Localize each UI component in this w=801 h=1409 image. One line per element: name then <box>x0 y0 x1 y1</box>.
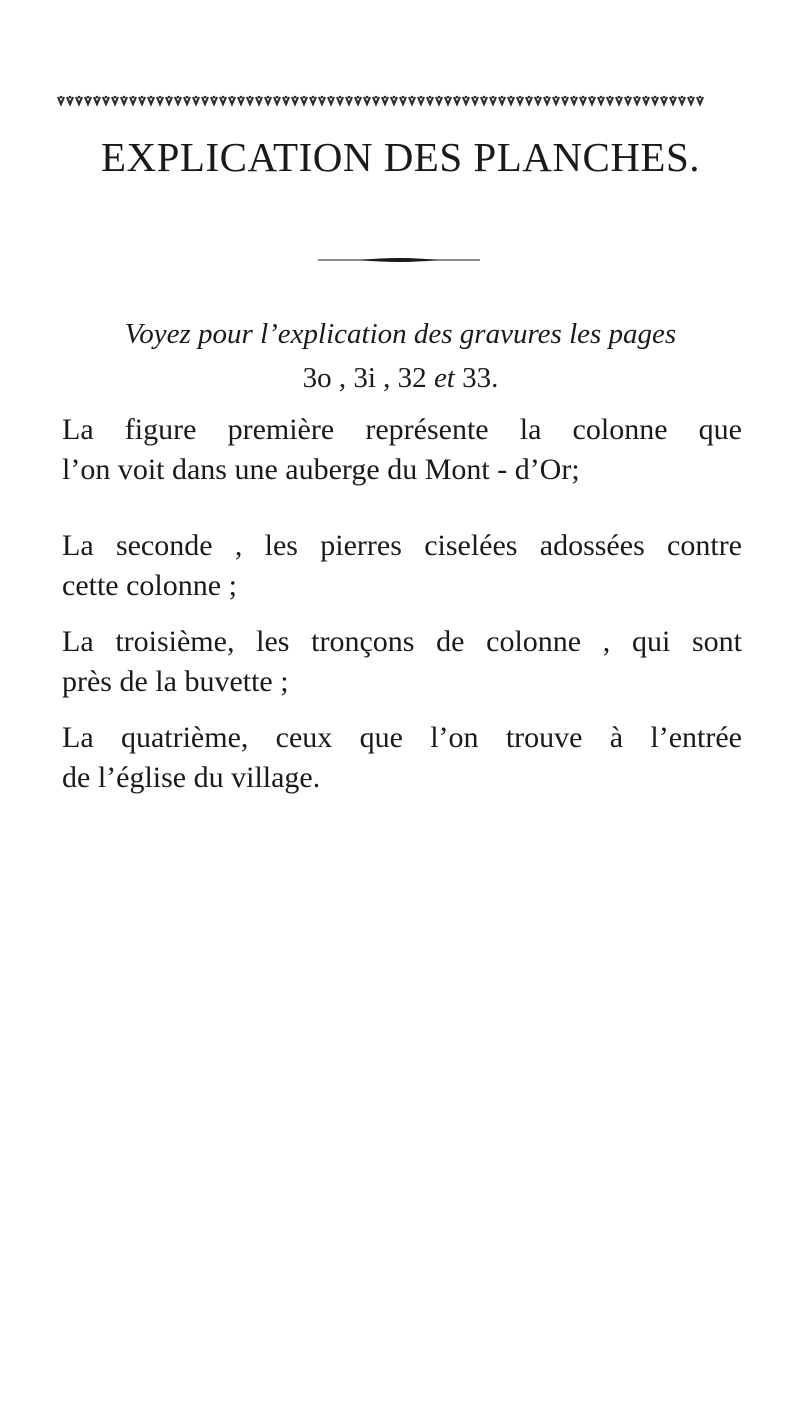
last-page-number: 33. <box>462 362 499 394</box>
conjunction-et: et <box>433 362 455 394</box>
paragraph-line: l’on voit dans une auberge du Mont - d’Or; <box>62 453 580 486</box>
paragraph-line: cette colonne ; <box>62 569 237 602</box>
page-title: EXPLICATION DES PLANCHES. <box>100 134 701 180</box>
page-numbers: 3o , 3i , 32 <box>302 362 427 394</box>
title-divider <box>318 257 480 263</box>
paragraph-line: La quatrième, ceux que l’on trouve à l’entrée <box>62 721 742 754</box>
figure-1-description <box>62 410 742 490</box>
figure-4-description <box>62 718 742 798</box>
paragraph-line: La seconde , les pierres ciselées adossées contre <box>62 529 742 562</box>
figure-2-description <box>62 526 742 606</box>
paragraph-line: La figure première représente la colonne que <box>62 413 742 446</box>
plates-reference-note: Voyez pour l’explication des gravures les pages <box>124 318 677 350</box>
ornamental-rule <box>57 93 705 109</box>
paragraph-line: La troisième, les tronçons de colonne , qui sont <box>62 625 742 658</box>
plates-page-numbers <box>0 362 801 395</box>
paragraph-line: près de la buvette ; <box>62 665 289 698</box>
paragraph-line: de l’église du village. <box>62 761 321 794</box>
figure-3-description <box>62 622 742 702</box>
